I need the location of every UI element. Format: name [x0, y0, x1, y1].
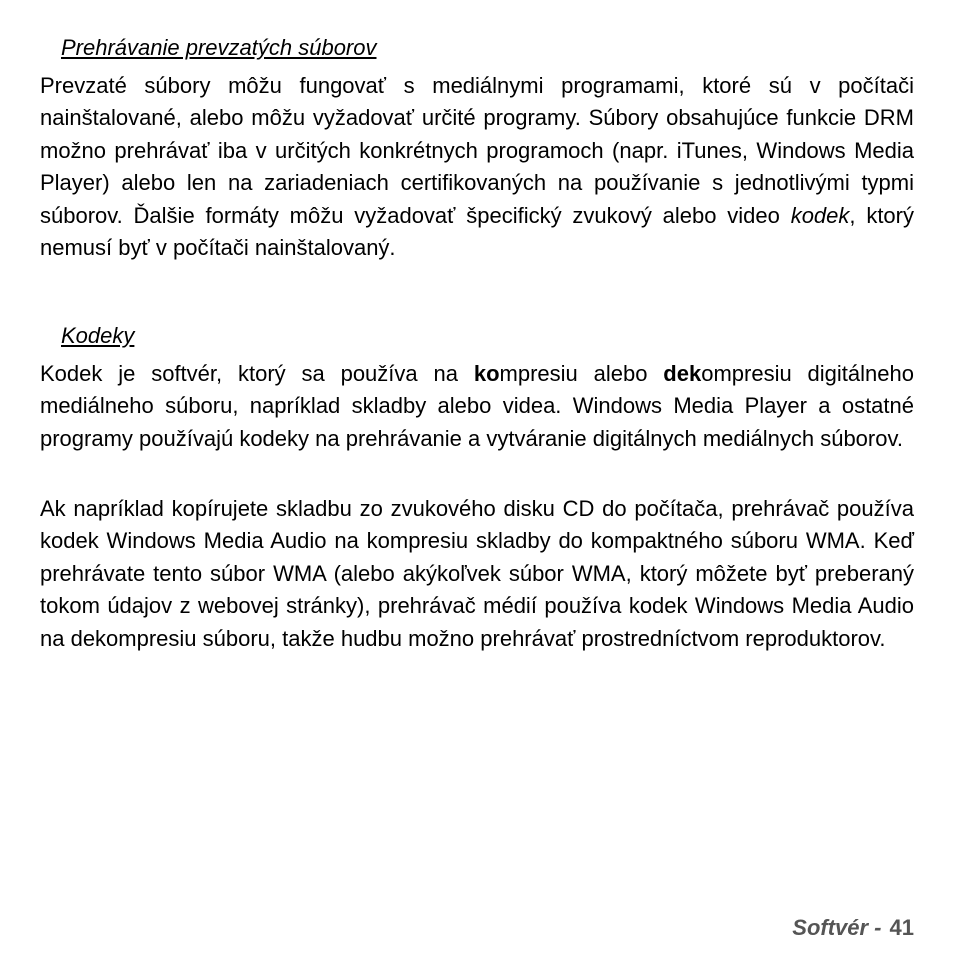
- section-heading-downloaded-files: Prehrávanie prevzatých súborov: [61, 35, 377, 60]
- paragraph-text: Prevzaté súbory môžu fungovať s mediálnymi programami, ktoré sú v počítači nainštalované, alebo môžu vyžadovať určité programy. Súbory obsahujúce funkcie DRM možno prehrávať iba v určitých konkrétnych programoch (napr. iTunes, Windows Media Player) alebo len na zariadeniach certifikovaných na používanie s jednotlivými typmi súborov. Ďalšie formáty môžu vyžadovať špecifický zvukový alebo video: [40, 73, 914, 228]
- section-heading-codecs: Kodeky: [61, 323, 135, 348]
- paragraph-codec-example: Ak napríklad kopírujete skladbu zo zvukového disku CD do počítača, prehrávač používa kodek Windows Media Audio na kompresiu skladby do kompaktného súboru WMA. Keď prehrávate tento súbor WMA (alebo akýkoľvek súbor WMA, ktorý môžete byť preberaný tokom údajov z webovej stránky), prehrávač médií používa kodek Windows Media Audio na dekompresiu súboru, takže hudbu možno prehrávať prostredníctvom reproduktorov.: [40, 496, 914, 651]
- paragraph-text: ompresiu digitálneho mediálneho súboru, napríklad skladby alebo videa. Windows Media Player a ostatné programy používajú kodeky na prehrávanie a vytváranie digitálnych mediálnych súborov.: [40, 361, 914, 451]
- paragraph-text: Kodek je softvér, ktorý sa používa na: [40, 361, 474, 386]
- paragraph-codec-definition: [40, 358, 914, 455]
- footer-section-name: Softvér -: [792, 915, 882, 940]
- bold-fragment-dek: dek: [663, 361, 702, 386]
- paragraph-text: , ktorý nemusí byť v počítači nainštalovaný.: [40, 202, 914, 261]
- page-number: 41: [889, 915, 914, 940]
- paragraph-downloaded-files: [40, 70, 914, 264]
- paragraph-text: mpresiu alebo: [499, 361, 664, 386]
- bold-fragment-ko: ko: [473, 361, 500, 386]
- emphasis-term-kodek: kodek: [790, 202, 850, 228]
- page-footer: [792, 915, 914, 941]
